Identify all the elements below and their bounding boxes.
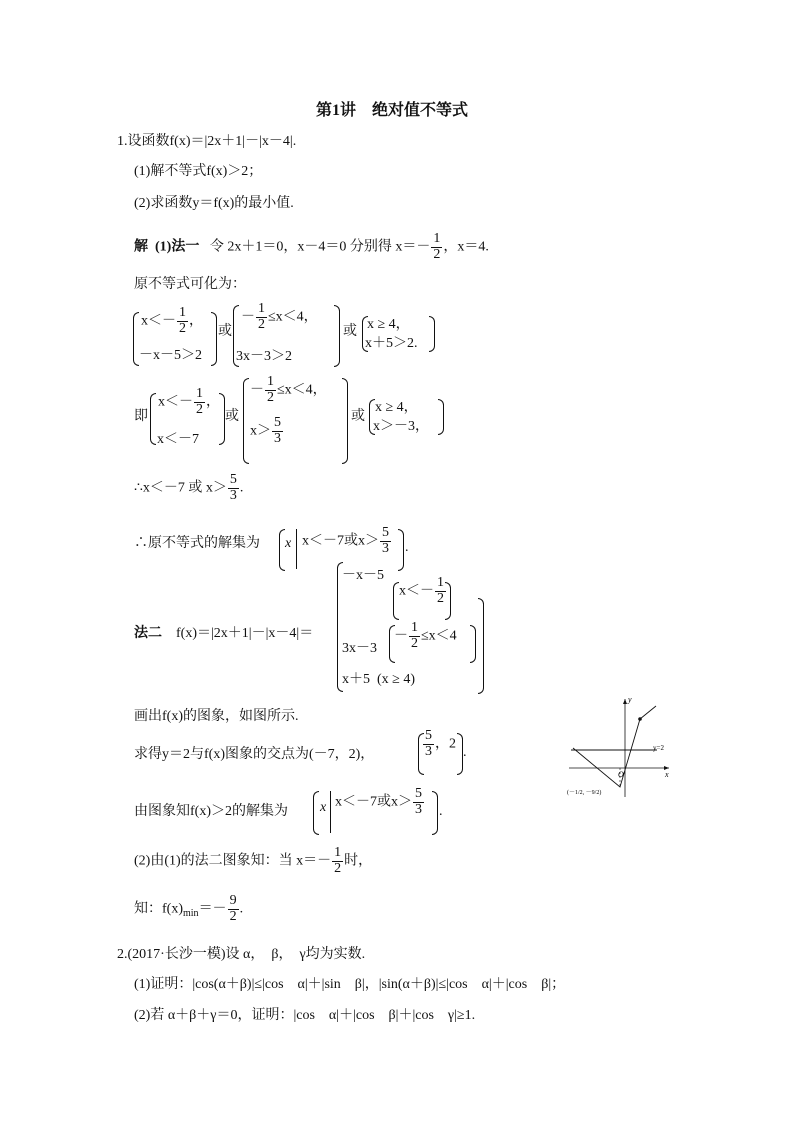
y2-label: y=2 [653, 744, 664, 752]
q2-part2: (2)若 α＋β＋γ＝0，证明：|cos α|＋|cos β|＋|cos γ|≥1. [134, 1008, 476, 1023]
function-graph [565, 693, 675, 803]
brace [398, 529, 404, 571]
y-axis-arrow [623, 699, 627, 704]
graph-point [638, 717, 642, 721]
therefore-line2: ∴原不等式的解集为 [134, 536, 260, 551]
brace [438, 399, 444, 435]
piece1: －x－5 [342, 568, 384, 583]
brace [432, 791, 438, 835]
system2-line1: － $\frac{1}{2}$ ≤x＜4， [241, 301, 318, 332]
method2-label: 法二 [134, 626, 162, 641]
min-value: 知：$f(x)_{min}=-$ $\frac{9}{2}$ . [134, 893, 244, 924]
system4-line1: x＜－ $\frac{1}{2}$ ， [158, 386, 220, 417]
set-var: x [285, 536, 292, 551]
from-graph-text: 由图象知f(x)＞2的解集为 [134, 804, 288, 819]
draw-text: 画出f(x)的图象，如图所示. [134, 709, 299, 724]
transform-text: 原不等式可化为： [134, 277, 246, 292]
paren [470, 625, 476, 663]
q1-part2: (2)求函数y＝f(x)的最小值. [134, 196, 294, 211]
or-text: 或 [351, 409, 365, 424]
q1-stem: 1.设函数f(x)＝|2x＋1|－|x－4|. [117, 134, 297, 149]
system1-line1: x＜－ $\frac{1}{2}$ ， [141, 305, 203, 336]
set-condition: x＜－7或x＞ $\frac{5}{3}$ [302, 525, 389, 556]
solution-line: 解 (1)法一 令 2x＋1＝0，x－4＝0 分别得 x＝－ $\frac{1}{2}$ ，x＝4. [134, 231, 489, 262]
system3-line2: x＋5＞2. [365, 336, 418, 351]
piece3: x＋5 (x ≥ 4) [342, 672, 416, 687]
system5-line2: x＞ $\frac{5}{3}$ [250, 415, 281, 446]
q1-part1: (1)解不等式f(x)＞2； [134, 164, 263, 179]
brace [334, 305, 340, 367]
fraction: $\frac{1}{2}$ [433, 231, 441, 262]
system6-line1: x ≥ 4， [375, 400, 418, 415]
or-text: 或 [218, 324, 232, 339]
y-label: y [628, 695, 632, 704]
x-label: x [665, 770, 669, 779]
piece2-cond: － $\frac{1}{2}$ ≤x＜4 [394, 620, 457, 651]
piece2: 3x－3 [342, 641, 377, 656]
page-title: 第1讲 绝对值不等式 [316, 102, 469, 119]
set-bar [296, 529, 297, 569]
brace [342, 378, 348, 464]
set-condition: x＜－7或x＞ $\frac{5}{3}$ [335, 786, 422, 817]
piece1-cond: x＜－ $\frac{1}{2}$ [399, 575, 444, 606]
intersect-point: $\frac{5}{3}$ ，2 [425, 728, 456, 759]
solution-text: 令 2x＋1＝0，x－4＝0 分别得 x＝－ [209, 239, 431, 255]
part2-solution: (2)由(1)的法二图象知：当 x＝－ $\frac{1}{2}$ 时， [134, 845, 373, 876]
system5-line1: － $\frac{1}{2}$ ≤x＜4， [250, 374, 327, 405]
origin-label: O [618, 770, 624, 779]
brace [429, 316, 435, 352]
system1-line2: －x－5＞2 [139, 348, 202, 363]
brace [211, 312, 217, 366]
method2-line: 法二 f(x)＝|2x＋1|－|x－4|＝ [134, 626, 314, 641]
q2-part1: (1)证明：|cos(α＋β)|≤|cos α|＋|sin β|，|sin(α＋β)|≤|cos α|＋|cos β|； [134, 977, 566, 992]
or-text: 或 [225, 409, 239, 424]
intersect-text: 求得y＝2与f(x)图象的交点为(－7，2)， [134, 747, 375, 762]
set-bar [330, 791, 331, 833]
system4-line2: x＜－7 [157, 432, 199, 447]
brace [150, 393, 156, 445]
ji-text: 即 [134, 409, 148, 424]
graph-curve-right [640, 706, 656, 719]
paren [445, 582, 451, 620]
system3-line1: x ≥ 4， [367, 317, 410, 332]
or-text: 或 [343, 324, 357, 339]
graph-curve-left [573, 719, 640, 787]
brace [243, 378, 249, 464]
solution-label: 解 [134, 239, 148, 255]
method1-label: (1)法一 [155, 239, 200, 255]
brace [478, 598, 484, 694]
q2-stem: 2.(2017·长沙一模)设 α， β， γ均为实数. [117, 947, 366, 962]
system6-line2: x＞－3， [373, 419, 429, 434]
point-label: (－1/2, －9/2) [567, 790, 602, 796]
set-var: x [320, 800, 327, 815]
system2-line2: 3x－3＞2 [236, 349, 292, 364]
therefore-line1: ∴x＜－7 或 x＞ $\frac{5}{3}$ . [134, 472, 244, 503]
brace [313, 791, 319, 835]
